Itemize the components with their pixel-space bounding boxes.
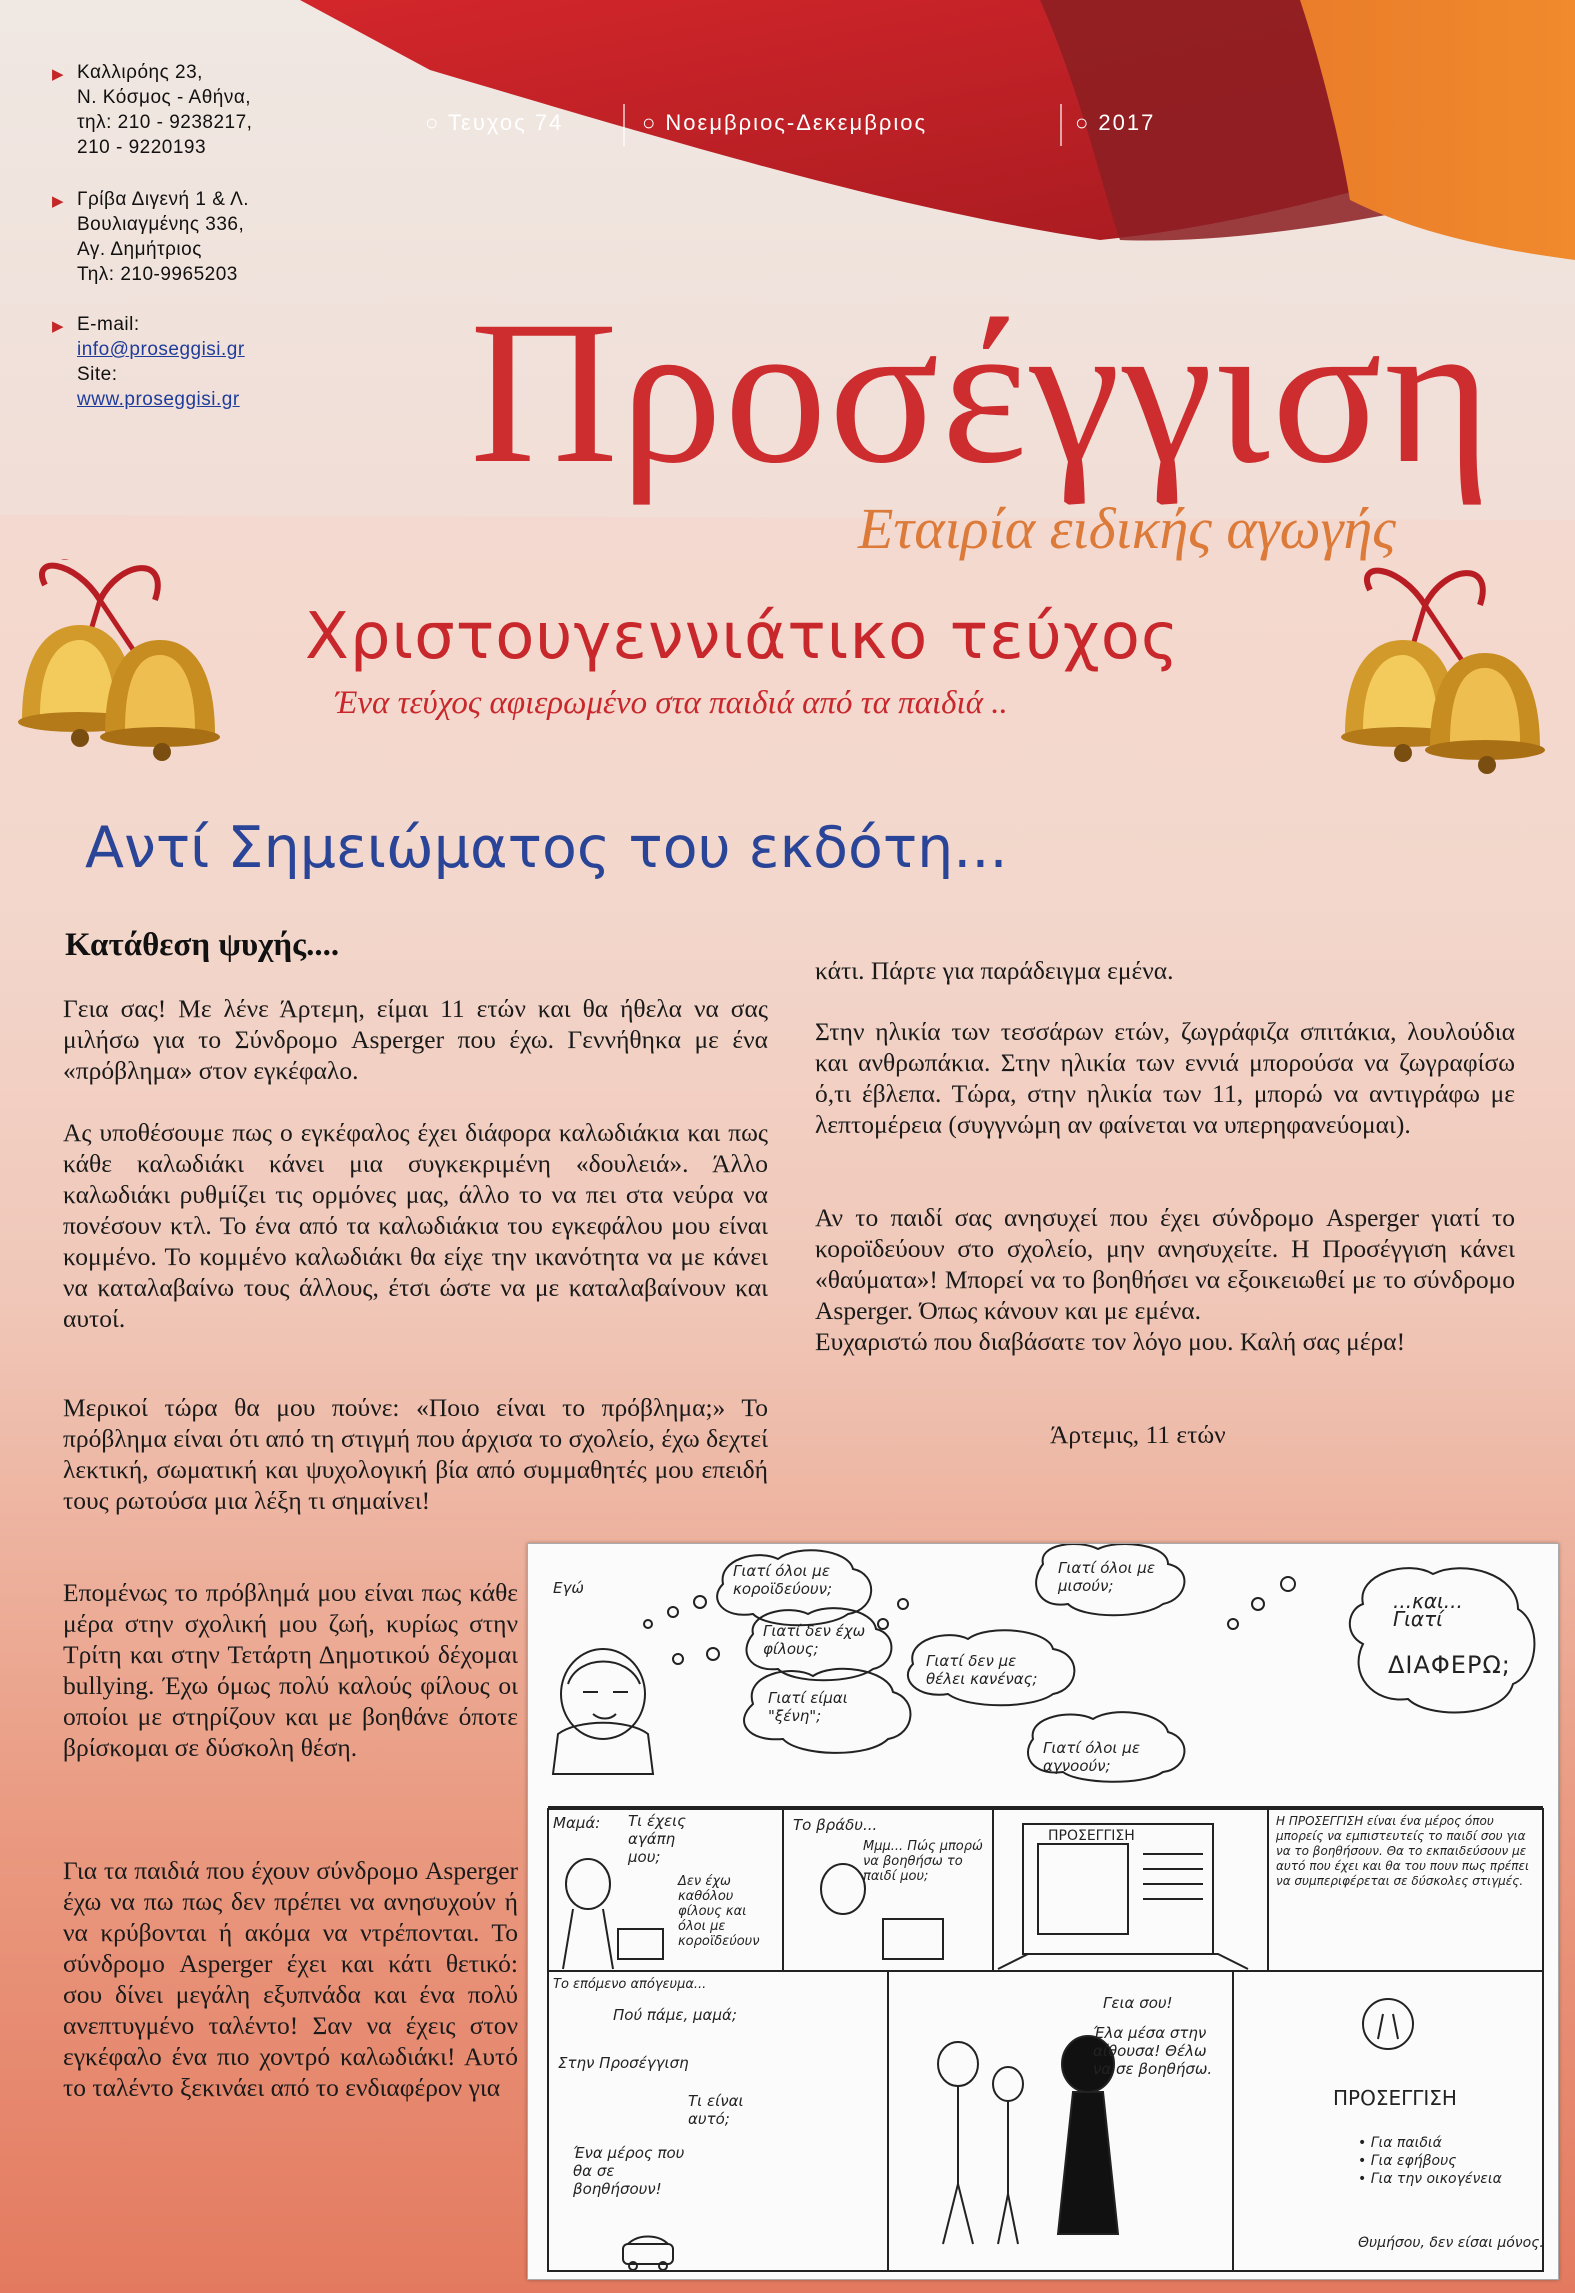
panel2-mom-label: Μαμά: xyxy=(553,1814,601,1832)
panel8-footer: Θυμήσου, δεν είσαι μόνος. xyxy=(1358,2235,1544,2251)
panel2-question: Τι έχεις αγάπη μου; xyxy=(628,1812,686,1866)
contact-online xyxy=(52,312,245,412)
email-label: E-mail: xyxy=(77,314,140,335)
article-heading: Αντί Σημειώματος του εκδότη... xyxy=(85,815,1008,881)
comic-kai-text: ...και... Γιατί xyxy=(1393,1589,1463,1631)
panel6-line-b: Στην Προσέγγιση xyxy=(558,2054,689,2072)
christmas-title: Χριστουγεννιάτικο τεύχος xyxy=(305,600,1180,674)
figures-meeting-drawing xyxy=(938,2036,1118,2244)
panel7-line-b: Έλα μέσα στην αίθουσα! Θέλω να σε βοηθήσω. xyxy=(1093,2024,1213,2078)
left-paragraph-3: Μερικοί τώρα θα μου πούνε: «Ποιο είναι το πρόβλημα;» Το πρόβλημα είναι ότι από τη στιγμή που άρχισα το σχολείο, έχω δεχτεί λεκτική, σωματική και ψυχολογική βία από συμμαθητές μου επειδή τους ρωτούσα μια λέξη τι σημαίνει! xyxy=(63,1393,768,1515)
comic-strip xyxy=(527,1543,1559,2280)
article-subheading: Κατάθεση ψυχής.... xyxy=(65,927,340,963)
thought-1: Γιατί όλοι με κοροϊδεύουν; xyxy=(733,1562,833,1598)
issue-separator xyxy=(623,104,625,146)
panel6-label: Το επόμενο απόγευμα... xyxy=(553,1977,707,1992)
panel2-answer: Δεν έχω καθόλου φίλους και όλοι με κοροϊδεύουν xyxy=(678,1874,760,1949)
panel6-line-c: Τι είναι αυτό; xyxy=(688,2092,744,2128)
contact-address-1 xyxy=(52,60,252,160)
mother-daughter-drawing xyxy=(563,1859,663,1969)
address-2-text: Γρίβα Διγενή 1 & Λ. Βουλιαγμένης 336, Αγ. Δημήτριος Τηλ: 210-9965203 xyxy=(77,189,250,285)
panel5-text: Η ΠΡΟΣΕΓΓΙΣΗ είναι ένα μέρος όπου μπορείς να εμπιστευτείς το παιδί σου για να το βοηθήσουν. Θα το εκπαιδεύσουν με αυτό που έχει και θα του πουν πως πρέπει να συμπεριφέρεται σε δύσκολες στιγμές. xyxy=(1276,1814,1530,1888)
brand-subtitle: Εταιρία ειδικής αγωγής xyxy=(858,496,1396,561)
panel3-thought: Μμμ... Πώς μπορώ να βοηθήσω το παιδί μου; xyxy=(863,1839,983,1884)
narrow-paragraph-1: Επομένως το πρόβλημά μου είναι πως κάθε μέρα στην σχολική μου ζωή, κυρίως στην Τρίτη και στην Τετάρτη Δημοτικού δέχομαι bullying. Έχω όμως πολύ καλούς φίλους οι οποίοι με στηρίζουν και με βοηθάνε όποτε βρίσκομαι σε δύσκολη θέση. xyxy=(63,1578,518,1762)
christmas-subtitle: Ένα τεύχος αφιερωμένο στα παιδιά από τα παιδιά .. xyxy=(335,685,1008,721)
arrow-right-icon: ▶ xyxy=(52,66,65,83)
comic-diaforo-text: ΔΙΑΦΕΡΩ; xyxy=(1388,1651,1511,1679)
thought-4: Γιατί δεν με θέλει κανένας; xyxy=(926,1652,1038,1688)
brand-title: Προσέγγιση xyxy=(470,279,1494,506)
contact-address-2 xyxy=(52,187,249,287)
issue-year: ○ 2017 xyxy=(1075,110,1156,135)
left-paragraph-2: Ας υποθέσουμε πως ο εγκέφαλος έχει διάφορα καλωδιάκια και πως κάθε καλωδιάκι κάνει μια συγκεκριμένη «δουλειά». Άλλο καλωδιάκι ρυθμίζει τις ορμόνες μας, άλλο το να πει στα νεύρα να πονέσουν κτλ. Το ένα από τα καλωδιάκια του εγκεφάλου μου είναι κομμένο. Το κομμένο καλωδιάκι θα είχε την ικανότητα να με κάνει να καταλαβαίνω τους άλλους, έτσι ώστε να με καταλαβαίνουν και αυτοί. xyxy=(63,1118,768,1333)
site-link[interactable]: www.proseggisi.gr xyxy=(77,389,240,410)
issue-number: ○ Τευχος 74 xyxy=(425,110,564,135)
arrow-right-icon: ▶ xyxy=(52,193,65,210)
thought-2: Γιατί όλοι με μισούν; xyxy=(1058,1559,1155,1595)
panel6-line-a: Πού πάμε, μαμά; xyxy=(613,2006,737,2024)
panel8-list: • Για παιδιά • Για εφήβους • Για την οικογένεια xyxy=(1358,2135,1502,2187)
issue-separator xyxy=(1060,104,1062,146)
panel3-label: Το βράδυ... xyxy=(793,1816,878,1834)
car-drawing xyxy=(628,2237,668,2245)
right-paragraph-2: Στην ηλικία των τεσσάρων ετών, ζωγράφιζα σπιτάκια, λουλούδια και ανθρωπάκια. Στην ηλικία των εννιά μπορούσα να ζωγραφίσω ό,τι έβλεπα. Τώρα, στην ηλικία των 11, μπορώ να αντιγράφω με λεπτομέρεια (συγγνώμη αν φαίνεται να υπερηφανεύομαι). xyxy=(815,1017,1515,1139)
panel6-line-d: Ένα μέρος που θα σε βοηθήσουν! xyxy=(573,2144,685,2198)
panel4-screen-title: ΠΡΟΣΕΓΓΙΣΗ xyxy=(1048,1828,1135,1844)
comic-ego-label: Εγώ xyxy=(553,1579,584,1597)
address-1-text: Καλλιρόης 23, Ν. Κόσμος - Αθήνα, τηλ: 210 - 9238217, 210 - 9220193 xyxy=(77,62,253,158)
arrow-right-icon: ▶ xyxy=(52,318,65,335)
right-paragraph-3: Αν το παιδί σας ανησυχεί που έχει σύνδρομο Asperger γιατί το κοροϊδεύουν στο σχολείο, μην ανησυχείτε. Η Προσέγγιση κάνει «θαύματα»! Μπορεί να το βοηθήσει να εξοικειωθεί με το σύνδρομο Asperger. Όπως κάνουν και με εμένα. Ευχαριστώ που διαβάσατε τον λόγο μου. Καλή σας μέρα! xyxy=(815,1203,1515,1356)
right-paragraph-1: κάτι. Πάρτε για παράδειγμα εμένα. xyxy=(815,956,1174,985)
proseggisi-logo-drawing xyxy=(1363,1999,1413,2049)
right-bells-icon xyxy=(1341,571,1545,774)
left-paragraph-1: Γεια σας! Με λένε Άρτεμη, είμαι 11 ετών και θα ήθελα να σας μιλήσω για το Σύνδρομο Asperger που έχω. Γεννήθηκα με ένα «πρόβλημα» στον εγκέφαλο. xyxy=(63,994,768,1085)
site-label: Site: xyxy=(77,364,118,385)
girl-sad-drawing xyxy=(553,1649,653,1774)
panel8-title: ΠΡΟΣΕΓΓΙΣΗ xyxy=(1333,2086,1457,2110)
article-signature: Άρτεμις, 11 ετών xyxy=(1050,1420,1226,1449)
laptop-screen-drawing xyxy=(998,1824,1248,1969)
thought-6: Γιατί όλοι με αγνοούν; xyxy=(1043,1739,1140,1775)
thought-5: Γιατί είμαι "ξένη"; xyxy=(768,1689,848,1725)
narrow-paragraph-2: Για τα παιδιά που έχουν σύνδρομο Asperger έχω να πω πως δεν πρέπει να ανησυχούν ή να κρύβονται ή ακόμα να ντρέπονται. Το σύνδρομο Asperger έχει και κάτι θετικό: σου δίνει μεγάλη εξυπνάδα και ένα πολύ ανεπτυγμένο ταλέντο! Σαν να έχεις στον εγκέφαλο ένα πιο χοντρό καλωδιάκι! Αυτό το ταλέντο ξεκινάει από το ενδιαφέρον για xyxy=(63,1856,518,2102)
email-link[interactable]: info@proseggisi.gr xyxy=(77,339,245,360)
issue-months: ○ Νοεμβριος-Δεκεμβριος xyxy=(642,110,928,135)
left-bells-icon xyxy=(18,566,220,761)
thought-3: Γιατί δεν έχω φίλους; xyxy=(763,1622,866,1658)
issue-bar xyxy=(420,110,1180,140)
panel7-line-a: Γεια σου! xyxy=(1103,1994,1173,2012)
